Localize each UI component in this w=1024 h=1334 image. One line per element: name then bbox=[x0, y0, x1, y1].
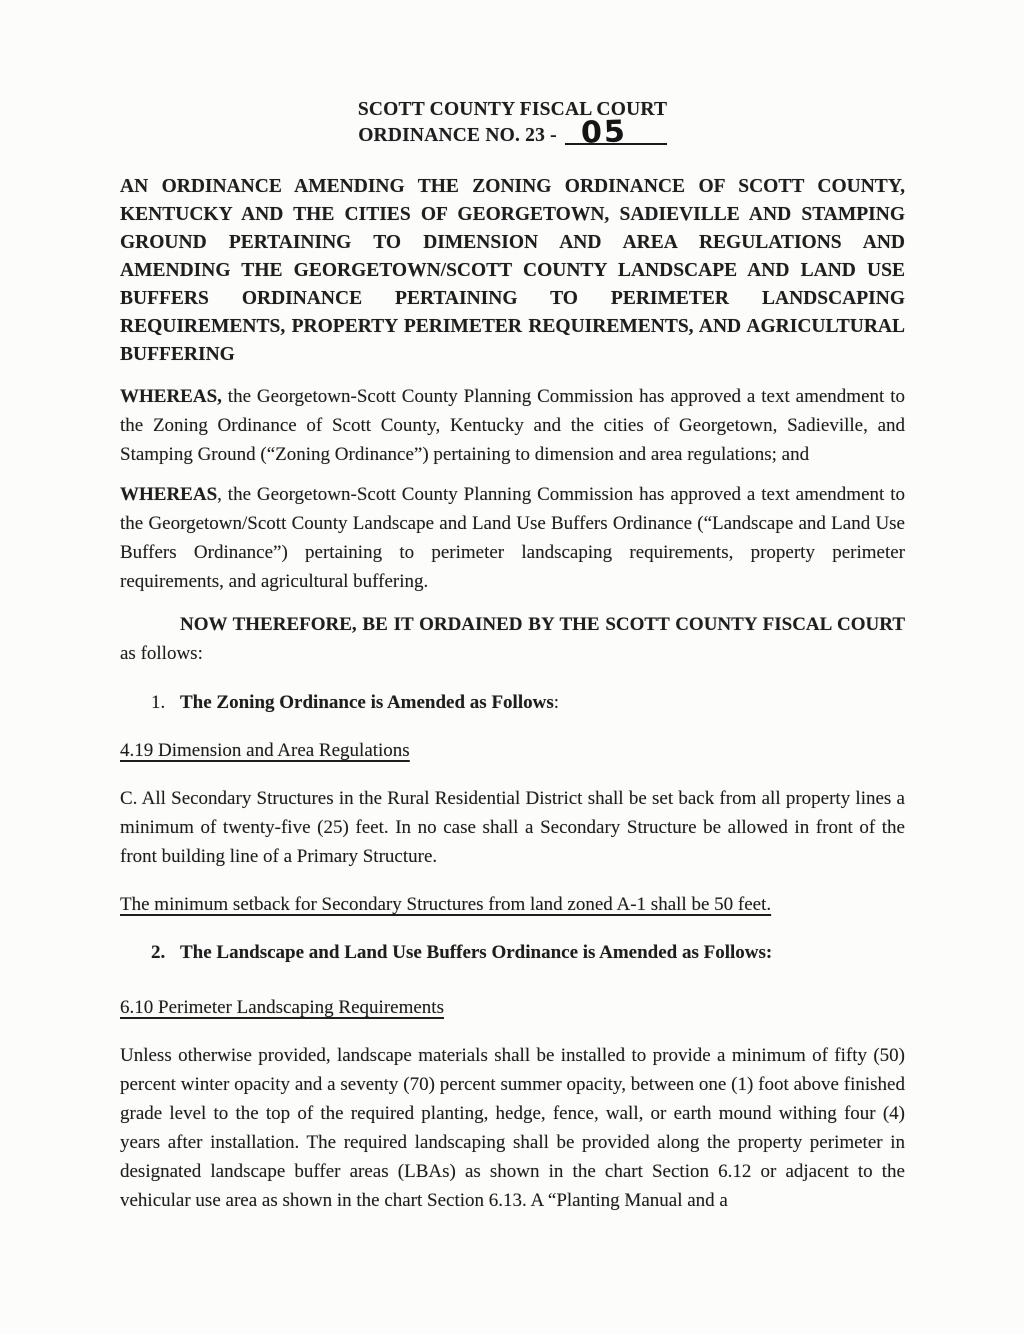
item-2-number: 2. bbox=[151, 942, 166, 963]
secondary-structure-setback-rule bbox=[120, 890, 905, 919]
whereas-1-lead: WHEREAS, bbox=[120, 386, 222, 407]
section-4-19-heading-text: 4.19 Dimension and Area Regulations bbox=[120, 740, 410, 761]
secondary-structure-setback-rule-text: The minimum setback for Secondary Structures from land zoned A-1 shall be 50 feet. bbox=[120, 894, 772, 915]
enacting-clause-regular: as follows: bbox=[120, 643, 203, 664]
ordinance-title: AN ORDINANCE AMENDING THE ZONING ORDINANCE OF SCOTT COUNTY, KENTUCKY AND THE CITIES OF GEORGETOWN, SADIEVILLE AND STAMPING GROUND PERTAINING TO DIMENSION AND AREA REGULATIONS AND AMENDING THE GEORGETOWN/SCOTT COUNTY LANDSCAPE AND LAND USE BUFFERS ORDINANCE PERTAINING TO PERIMETER LANDSCAPING REQUIREMENTS, PROPERTY PERIMETER REQUIREMENTS, AND AGRICULTURAL BUFFERING bbox=[120, 176, 905, 365]
amendment-item-1 bbox=[151, 688, 905, 717]
ordinance-number-blank bbox=[565, 114, 667, 151]
whereas-2-body: , the Georgetown-Scott County Planning Commission has approved a text amendment to the Georgetown/Scott County Landscape and Land Use Buffers Ordinance (“Landscape and Land Use Buffers Ordinance”) pertaining to perimeter landscaping requirements, property perimeter requirements, and agricultural buffering. bbox=[120, 484, 905, 592]
item-1-number: 1. bbox=[151, 692, 166, 713]
enacting-clause bbox=[120, 610, 905, 668]
whereas-2-lead: WHEREAS bbox=[120, 484, 218, 505]
whereas-clause-2 bbox=[120, 480, 905, 596]
enacting-clause-bold: NOW THEREFORE, BE IT ORDAINED BY THE SCOTT COUNTY FISCAL COURT bbox=[180, 614, 905, 635]
court-name: SCOTT COUNTY FISCAL COURT bbox=[357, 99, 668, 120]
section-6-10-heading bbox=[120, 993, 905, 1022]
amendment-item-2 bbox=[151, 938, 905, 967]
item-2-label: The Landscape and Land Use Buffers Ordinance is Amended as Follows: bbox=[180, 942, 773, 963]
section-4-19-heading bbox=[120, 736, 905, 765]
section-4-19-paragraph-c: C. All Secondary Structures in the Rural Residential District shall be set back from all property lines a minimum of twenty-five (25) feet. In no case shall a Secondary Structure be allowed in front of the front building line of a Primary Structure. bbox=[120, 788, 905, 867]
whereas-clause-1 bbox=[120, 382, 905, 469]
whereas-1-body: the Georgetown-Scott County Planning Commission has approved a text amendment to the Zoning Ordinance of Scott County, Kentucky and the cities of Georgetown, Sadieville, and Stamping Ground (“Zoning Ordinance”) pertaining to dimension and area regulations; and bbox=[120, 386, 905, 465]
document-header bbox=[120, 97, 905, 149]
ordinance-number-handwritten: 05 bbox=[580, 114, 628, 151]
section-6-10-heading-text: 6.10 Perimeter Landscaping Requirements bbox=[120, 997, 444, 1018]
item-1-label: The Zoning Ordinance is Amended as Follows bbox=[180, 692, 554, 713]
item-1-colon: : bbox=[553, 692, 560, 713]
ordinance-number-line bbox=[120, 114, 905, 151]
ordinance-label: ORDINANCE NO. 23 - bbox=[358, 125, 557, 146]
section-6-10-paragraph: Unless otherwise provided, landscape materials shall be installed to provide a minimum of fifty (50) percent winter opacity and a seventy (70) percent summer opacity, between one (1) foot above finished grade level to the top of the required planting, hedge, fence, wall, or earth mound withing four (4) years after installation. The required landscaping shall be provided along the property perimeter in designated landscape buffer areas (LBAs) as shown in the chart Section 6.12 or adjacent to the vehicular use area as shown in the chart Section 6.13. A “Planting Manual and a bbox=[120, 1045, 905, 1211]
